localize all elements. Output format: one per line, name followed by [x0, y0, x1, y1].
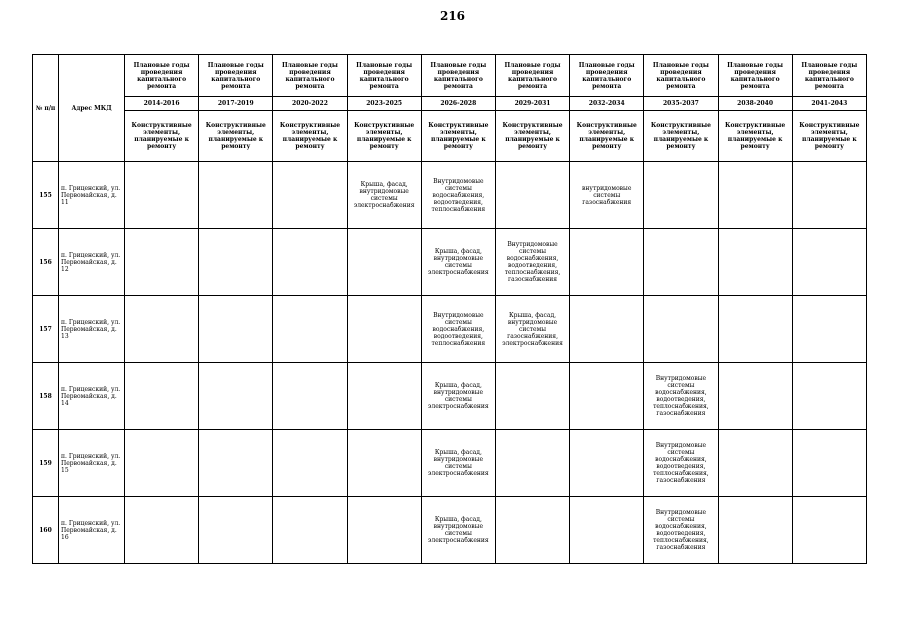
header-row-years: [33, 55, 867, 97]
header-planned-years: Плановые годы проведения капитального ремонта: [495, 55, 569, 97]
repair-elements-cell: [125, 363, 199, 430]
repair-elements-cell: [792, 162, 866, 229]
repair-elements-cell: [718, 363, 792, 430]
repair-elements-cell: [199, 363, 273, 430]
header-address: Адрес МКД: [59, 55, 125, 162]
repair-elements-cell: [273, 162, 347, 229]
header-period: 2032-2034: [570, 97, 644, 111]
repair-elements-cell: [718, 296, 792, 363]
table-row: [33, 363, 867, 430]
header-planned-years: Плановые годы проведения капитального ремонта: [199, 55, 273, 97]
table-row: [33, 296, 867, 363]
repair-elements-cell: [199, 497, 273, 564]
header-planned-years: Плановые годы проведения капитального ремонта: [570, 55, 644, 97]
header-elements: Конструктивные элементы, планируемые к ремонту: [718, 111, 792, 162]
repair-elements-cell: [792, 363, 866, 430]
repair-elements-cell: Внутридомовые системы водоснабжения, водоотведения, теплоснабжения, газоснабжения: [644, 363, 718, 430]
header-period: 2038-2040: [718, 97, 792, 111]
table-row: [33, 229, 867, 296]
row-number: 156: [33, 229, 59, 296]
repair-elements-cell: [570, 229, 644, 296]
header-row-elements: [33, 111, 867, 162]
row-number: 157: [33, 296, 59, 363]
repair-elements-cell: [347, 363, 421, 430]
header-planned-years: Плановые годы проведения капитального ремонта: [792, 55, 866, 97]
repair-elements-cell: [644, 296, 718, 363]
repair-elements-cell: [199, 229, 273, 296]
repair-elements-cell: [570, 430, 644, 497]
table-row: [33, 497, 867, 564]
repair-elements-cell: Крыша, фасад, внутридомовые системы электроснабжения: [347, 162, 421, 229]
header-period: 2029-2031: [495, 97, 569, 111]
repair-elements-cell: [495, 497, 569, 564]
header-num: № п/п: [33, 55, 59, 162]
repair-elements-cell: Крыша, фасад, внутридомовые системы электроснабжения: [421, 229, 495, 296]
repair-elements-cell: [718, 430, 792, 497]
repair-elements-cell: [792, 229, 866, 296]
repair-elements-cell: [199, 296, 273, 363]
repair-elements-cell: Крыша, фасад, внутридомовые системы газоснабжения, электроснабжения: [495, 296, 569, 363]
repair-elements-cell: [125, 229, 199, 296]
repair-elements-cell: Внутридомовые системы водоснабжения, водоотведения, теплоснабжения: [421, 162, 495, 229]
repair-elements-cell: Внутридомовые системы водоснабжения, водоотведения, теплоснабжения, газоснабжения: [495, 229, 569, 296]
repair-elements-cell: [273, 497, 347, 564]
table-row: [33, 430, 867, 497]
repair-elements-cell: [570, 296, 644, 363]
repair-elements-cell: Крыша, фасад, внутридомовые системы электроснабжения: [421, 363, 495, 430]
repair-elements-cell: [792, 497, 866, 564]
repair-elements-cell: [495, 363, 569, 430]
repair-elements-cell: Крыша, фасад, внутридомовые системы электроснабжения: [421, 430, 495, 497]
header-row-periods: [33, 97, 867, 111]
header-planned-years: Плановые годы проведения капитального ремонта: [644, 55, 718, 97]
header-elements: Конструктивные элементы, планируемые к ремонту: [125, 111, 199, 162]
repair-elements-cell: [347, 229, 421, 296]
header-planned-years: Плановые годы проведения капитального ремонта: [421, 55, 495, 97]
header-planned-years: Плановые годы проведения капитального ремонта: [273, 55, 347, 97]
header-period: 2014-2016: [125, 97, 199, 111]
repair-elements-cell: [273, 430, 347, 497]
row-number: 158: [33, 363, 59, 430]
row-address: п. Гриценский, ул. Первомайская, д. 15: [59, 430, 125, 497]
header-elements: Конструктивные элементы, планируемые к ремонту: [570, 111, 644, 162]
header-planned-years: Плановые годы проведения капитального ремонта: [718, 55, 792, 97]
repair-elements-cell: [718, 229, 792, 296]
repair-elements-cell: [792, 430, 866, 497]
header-planned-years: Плановые годы проведения капитального ремонта: [347, 55, 421, 97]
repair-elements-cell: [792, 296, 866, 363]
repair-elements-cell: Внутридомовые системы водоснабжения, водоотведения, теплоснабжения: [421, 296, 495, 363]
header-period: 2026-2028: [421, 97, 495, 111]
repair-elements-cell: [273, 296, 347, 363]
repair-elements-cell: [644, 162, 718, 229]
header-period: 2020-2022: [273, 97, 347, 111]
repair-elements-cell: [347, 430, 421, 497]
repair-elements-cell: [347, 497, 421, 564]
header-period: 2017-2019: [199, 97, 273, 111]
repair-elements-cell: [125, 497, 199, 564]
repair-elements-cell: [718, 162, 792, 229]
repair-elements-cell: [199, 430, 273, 497]
header-period: 2041-2043: [792, 97, 866, 111]
header-period: 2035-2037: [644, 97, 718, 111]
header-elements: Конструктивные элементы, планируемые к ремонту: [199, 111, 273, 162]
row-address: п. Гриценский, ул. Первомайская, д. 11: [59, 162, 125, 229]
row-number: 155: [33, 162, 59, 229]
header-elements: Конструктивные элементы, планируемые к ремонту: [421, 111, 495, 162]
repair-elements-cell: Внутридомовые системы водоснабжения, водоотведения, теплоснабжения, газоснабжения: [644, 430, 718, 497]
repair-elements-cell: внутридомовые системы газоснабжения: [570, 162, 644, 229]
repair-elements-cell: [125, 296, 199, 363]
repair-elements-cell: [495, 430, 569, 497]
row-address: п. Гриценский, ул. Первомайская, д. 14: [59, 363, 125, 430]
header-elements: Конструктивные элементы, планируемые к ремонту: [273, 111, 347, 162]
repair-elements-cell: [273, 363, 347, 430]
header-planned-years: Плановые годы проведения капитального ремонта: [125, 55, 199, 97]
repair-elements-cell: [644, 229, 718, 296]
repair-schedule-table: [32, 54, 867, 564]
header-elements: Конструктивные элементы, планируемые к ремонту: [495, 111, 569, 162]
repair-elements-cell: [273, 229, 347, 296]
row-address: п. Гриценский, ул. Первомайская, д. 12: [59, 229, 125, 296]
repair-elements-cell: [347, 296, 421, 363]
repair-elements-cell: [570, 497, 644, 564]
repair-elements-cell: Крыша, фасад, внутридомовые системы электроснабжения: [421, 497, 495, 564]
header-elements: Конструктивные элементы, планируемые к ремонту: [644, 111, 718, 162]
row-number: 160: [33, 497, 59, 564]
repair-elements-cell: [199, 162, 273, 229]
header-period: 2023-2025: [347, 97, 421, 111]
table-body: [33, 55, 867, 564]
table-row: [33, 162, 867, 229]
header-elements: Конструктивные элементы, планируемые к ремонту: [347, 111, 421, 162]
repair-elements-cell: Внутридомовые системы водоснабжения, водоотведения, теплоснабжения, газоснабжения: [644, 497, 718, 564]
repair-elements-cell: [125, 162, 199, 229]
row-number: 159: [33, 430, 59, 497]
repair-elements-cell: [125, 430, 199, 497]
page-number: 216: [439, 9, 466, 23]
repair-elements-cell: [718, 497, 792, 564]
row-address: п. Гриценский, ул. Первомайская, д. 16: [59, 497, 125, 564]
repair-elements-cell: [570, 363, 644, 430]
header-elements: Конструктивные элементы, планируемые к ремонту: [792, 111, 866, 162]
repair-elements-cell: [495, 162, 569, 229]
row-address: п. Гриценский, ул. Первомайская, д. 13: [59, 296, 125, 363]
